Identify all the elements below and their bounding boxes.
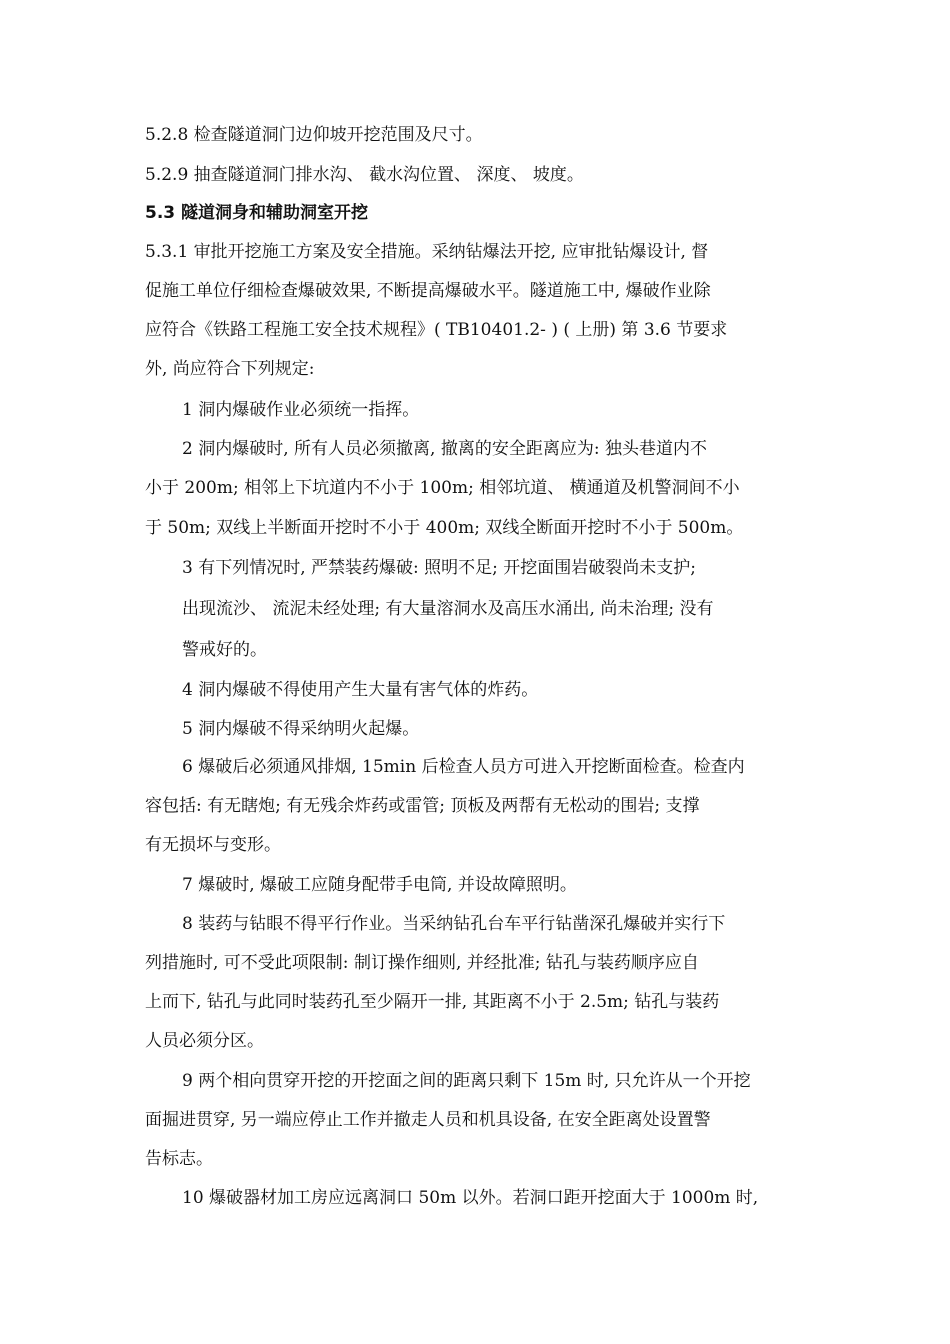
rule-8-line-4: 人员必须分区。: [145, 1031, 264, 1051]
rule-6-line-1: 6 爆破后必须通风排烟, 15min 后检查人员方可进入开挖断面检查。检查内: [182, 757, 745, 777]
section-heading-5-3: 5.3 隧道洞身和辅助洞室开挖: [145, 203, 369, 223]
rule-2-line-2: 小于 200m; 相邻上下坑道内不小于 100m; 相邻坑道、 横通道及机警洞间不小: [145, 478, 740, 498]
clause-5-3-1-line-4: 外, 尚应符合下列规定:: [145, 359, 315, 379]
rule-8-line-2: 列措施时, 可不受此项限制: 制订操作细则, 并经批准; 钻孔与装药顺序应自: [145, 953, 699, 973]
clause-5-2-8: 5.2.8 检查隧道洞门边仰坡开挖范围及尺寸。: [145, 125, 483, 145]
rule-7: 7 爆破时, 爆破工应随身配带手电筒, 并设故障照明。: [182, 875, 577, 895]
rule-9-line-2: 面掘进贯穿, 另一端应停止工作并撤走人员和机具设备, 在安全距离处设置警: [145, 1110, 711, 1130]
rule-2-line-1: 2 洞内爆破时, 所有人员必须撤离, 撤离的安全距离应为: 独头巷道内不: [182, 439, 707, 459]
rule-8-line-3: 上而下, 钻孔与此同时装药孔至少隔开一排, 其距离不小于 2.5m; 钻孔与装药: [145, 992, 720, 1012]
rule-4: 4 洞内爆破不得使用产生大量有害气体的炸药。: [182, 680, 539, 700]
rule-3-line-1: 3 有下列情况时, 严禁装药爆破: 照明不足; 开挖面围岩破裂尚未支护;: [182, 558, 697, 578]
clause-5-2-9: 5.2.9 抽查隧道洞门排水沟、 截水沟位置、 深度、 坡度。: [145, 165, 584, 185]
rule-9-line-1: 9 两个相向贯穿开挖的开挖面之间的距离只剩下 15m 时, 只允许从一个开挖: [182, 1071, 751, 1091]
rule-10-line-1: 10 爆破器材加工房应远离洞口 50m 以外。若洞口距开挖面大于 1000m 时,: [182, 1188, 759, 1208]
rule-3-line-3: 警戒好的。: [182, 640, 267, 660]
rule-6-line-2: 容包括: 有无瞎炮; 有无残余炸药或雷管; 顶板及两帮有无松动的围岩; 支撑: [145, 796, 700, 816]
clause-5-3-1-line-3: 应符合《铁路工程施工安全技术规程》( TB10401.2- ) ( 上册) 第 3.6 节要求: [145, 320, 728, 340]
rule-3-line-2: 出现流沙、 流泥未经处理; 有大量溶洞水及高压水涌出, 尚未治理; 没有: [182, 599, 714, 619]
rule-6-line-3: 有无损坏与变形。: [145, 835, 281, 855]
rule-9-line-3: 告标志。: [145, 1149, 213, 1169]
clause-5-3-1-line-2: 促施工单位仔细检查爆破效果, 不断提高爆破水平。隧道施工中, 爆破作业除: [145, 281, 711, 301]
rule-1: 1 洞内爆破作业必须统一指挥。: [182, 400, 420, 420]
rule-8-line-1: 8 装药与钻眼不得平行作业。当采纳钻孔台车平行钻凿深孔爆破并实行下: [182, 914, 726, 934]
clause-5-3-1-line-1: 5.3.1 审批开挖施工方案及安全措施。采纳钻爆法开挖, 应审批钻爆设计, 督: [145, 242, 709, 262]
rule-5: 5 洞内爆破不得采纳明火起爆。: [182, 719, 420, 739]
rule-2-line-3: 于 50m; 双线上半断面开挖时不小于 400m; 双线全断面开挖时不小于 500m。: [145, 518, 744, 538]
